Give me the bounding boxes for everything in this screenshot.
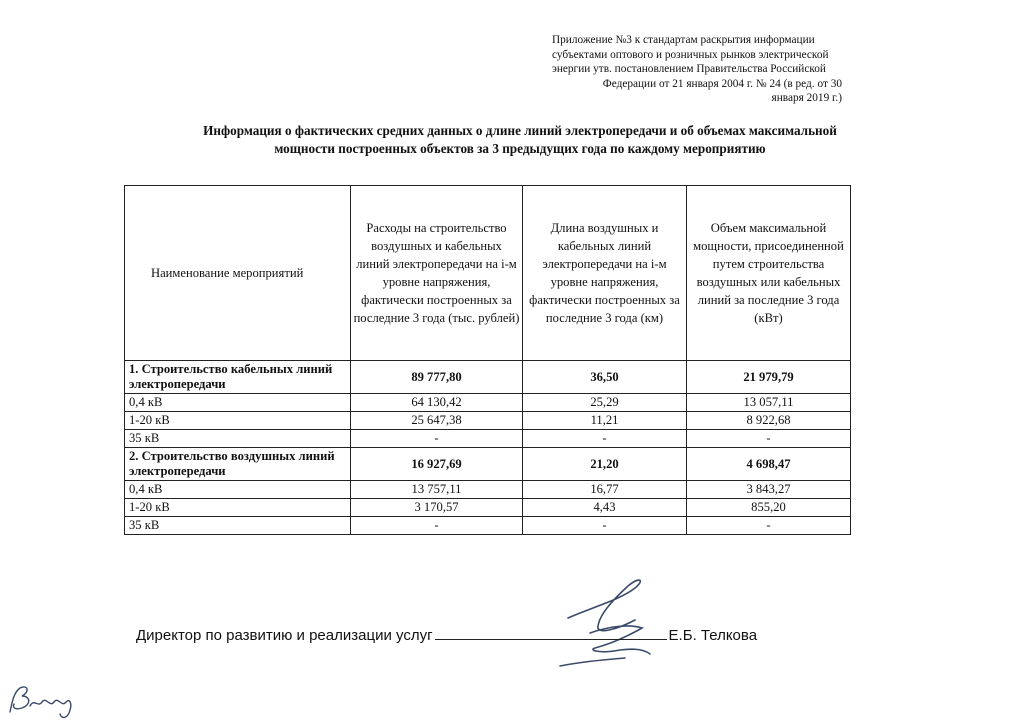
annex-line: субъектами оптового и розничных рынков электрической	[552, 48, 829, 61]
table-group-row	[125, 361, 851, 394]
row-length: 25,29	[523, 394, 687, 412]
row-length: 4,43	[523, 499, 687, 517]
row-length: 16,77	[523, 481, 687, 499]
signature-line	[435, 625, 667, 640]
group-name: 1. Строительство кабельных линий электропередачи	[125, 361, 351, 394]
row-name: 1-20 кВ	[125, 499, 351, 517]
row-cost: 13 757,11	[351, 481, 523, 499]
annex-line: энергии утв. постановлением Правительства Российской	[552, 63, 826, 75]
row-power: -	[687, 430, 851, 448]
group-cost: 16 927,69	[351, 448, 523, 481]
title-line: мощности построенных объектов за 3 предыдущих года по каждому мероприятию	[274, 141, 766, 156]
row-power: -	[687, 517, 851, 535]
table-row	[125, 430, 851, 448]
column-header-cost: Расходы на строительство воздушных и кабельных линий электропередачи на i-м уровне напряжения, фактически построенных за последние 3 года (тыс. рублей)	[351, 186, 523, 361]
group-power: 21 979,79	[687, 361, 851, 394]
table-row	[125, 517, 851, 535]
table-row	[125, 481, 851, 499]
group-cost: 89 777,80	[351, 361, 523, 394]
group-length: 21,20	[523, 448, 687, 481]
data-table	[124, 185, 851, 535]
row-length: -	[523, 517, 687, 535]
column-header-name: Наименование мероприятий	[125, 186, 351, 361]
row-name: 35 кВ	[125, 430, 351, 448]
table-group-row	[125, 448, 851, 481]
row-name: 0,4 кВ	[125, 481, 351, 499]
handwritten-initials	[0, 678, 80, 724]
row-length: -	[523, 430, 687, 448]
table-row	[125, 499, 851, 517]
row-cost: 25 647,38	[351, 412, 523, 430]
row-name: 1-20 кВ	[125, 412, 351, 430]
row-power: 855,20	[687, 499, 851, 517]
signer-name: Е.Б. Телкова	[668, 627, 758, 644]
row-cost: -	[351, 517, 523, 535]
row-name: 0,4 кВ	[125, 394, 351, 412]
row-cost: -	[351, 430, 523, 448]
group-name: 2. Строительство воздушных линий электропередачи	[125, 448, 351, 481]
table-header-row	[125, 186, 851, 361]
group-power: 4 698,47	[687, 448, 851, 481]
document-title	[110, 122, 930, 158]
column-header-power: Объем максимальной мощности, присоединенной путем строительства воздушных или кабельных линий за последние 3 года (кВт)	[687, 186, 851, 361]
annex-note	[552, 33, 842, 106]
annex-line: Приложение №3 к стандартам раскрытия информации	[552, 34, 815, 46]
row-name: 35 кВ	[125, 517, 351, 535]
annex-line: Федерации от 21 января 2004 г. № 24 (в ред. от 30	[602, 77, 842, 90]
row-power: 13 057,11	[687, 394, 851, 412]
group-length: 36,50	[523, 361, 687, 394]
signer-position: Директор по развитию и реализации услуг	[136, 627, 433, 644]
title-line: Информация о фактических средних данных о длине линий электропередачи и об объемах максимальной	[203, 123, 837, 138]
row-power: 8 922,68	[687, 412, 851, 430]
row-length: 11,21	[523, 412, 687, 430]
row-cost: 3 170,57	[351, 499, 523, 517]
table-row	[125, 394, 851, 412]
row-cost: 64 130,42	[351, 394, 523, 412]
row-power: 3 843,27	[687, 481, 851, 499]
annex-line: января 2019 г.)	[771, 92, 842, 104]
signature-block	[136, 625, 757, 644]
column-header-length: Длина воздушных и кабельных линий электропередачи на i-м уровне напряжения, фактически построенных за последние 3 года (км)	[523, 186, 687, 361]
table-row	[125, 412, 851, 430]
